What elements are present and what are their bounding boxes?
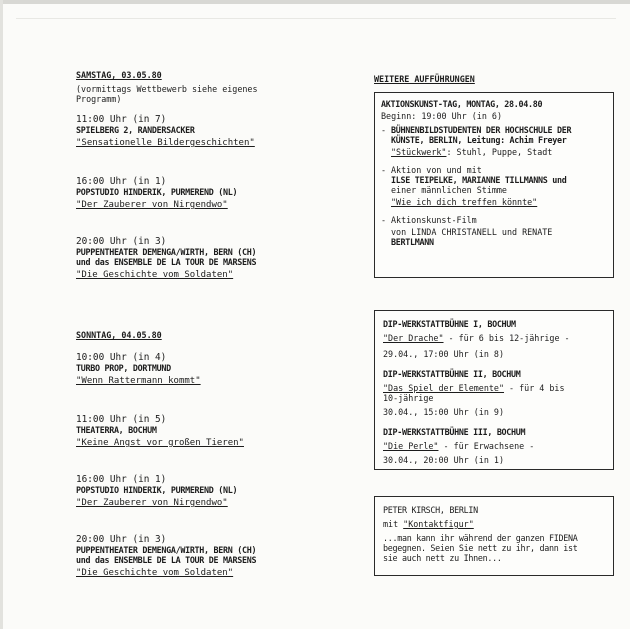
sunday-event-4: [76, 534, 256, 579]
kontaktfigur-box: [374, 496, 614, 576]
event-group: TURBO PROP, DORTMUND: [76, 363, 171, 373]
event-group: PUPPENTHEATER DEMENGA/WIRTH, BERN (CH): [76, 545, 257, 555]
item1-work: [381, 147, 571, 157]
werkstatt2-line: "Das Spiel der Elemente" - für 4 bis: [383, 383, 565, 393]
event-time: 20:00 Uhr (in 3): [76, 534, 167, 545]
werkstatt1-date: 29.04., 17:00 Uhr (in 8): [383, 349, 505, 359]
event-group: SPIELBERG 2, RANDERSACKER: [76, 125, 195, 135]
kontaktfigur-line3: sie auch nett zu Ihnen...: [383, 553, 502, 563]
saturday-event-3: [76, 236, 256, 281]
saturday-event-2: [76, 176, 237, 211]
event-group: POPSTUDIO HINDERIK, PURMEREND (NL): [76, 187, 238, 197]
item1-line2: KÜNSTE, BERLIN, Leitung: Achim Freyer: [391, 135, 567, 145]
event-title: "Der Zauberer von Nirgendwo": [76, 200, 228, 210]
kontaktfigur-head: PETER KIRSCH, BERLIN: [383, 505, 478, 515]
page-edge-left: [0, 0, 3, 629]
event-time: 10:00 Uhr (in 4): [76, 352, 167, 363]
werkstatt2-head: DIP-WERKSTATTBÜHNE II, BOCHUM: [383, 369, 521, 379]
sunday-section: [76, 330, 162, 340]
event-title: "Wenn Rattermann kommt": [76, 376, 201, 386]
event-title: "Keine Angst vor großen Tieren": [76, 438, 244, 448]
werkstatt1-head: DIP-WERKSTATTBÜHNE I, BOCHUM: [383, 319, 516, 329]
saturday-note-line2: Programm): [76, 94, 122, 104]
sunday-event-3: [76, 474, 237, 509]
werkstatt3-title: "Die Perle": [383, 441, 439, 451]
item3-line2: von LINDA CHRISTANELL und RENATE: [391, 227, 553, 237]
event-group-line2: und das ENSEMBLE DE LA TOUR DE MARSENS: [76, 555, 257, 565]
item2-line3: einer männlichen Stimme: [391, 185, 507, 195]
event-title: "Der Zauberer von Nirgendwo": [76, 498, 228, 508]
aktionskunst-box: [374, 92, 614, 278]
event-time: 16:00 Uhr (in 1): [76, 474, 167, 485]
sunday-heading: SONNTAG, 04.05.80: [76, 330, 162, 340]
item1-rest: : Stuhl, Puppe, Stadt: [446, 147, 553, 157]
right-heading: WEITERE AUFFÜHRUNGEN: [374, 74, 475, 84]
event-time: 11:00 Uhr (in 5): [76, 414, 167, 425]
kontaktfigur-title: "Kontaktfigur": [403, 519, 474, 529]
event-title: "Die Geschichte vom Soldaten": [76, 270, 234, 280]
event-title: "Sensationelle Bildergeschichten": [76, 138, 255, 148]
event-time: 11:00 Uhr (in 7): [76, 114, 167, 125]
sunday-event-1: [76, 352, 201, 387]
kontaktfigur-line1: ...man kann ihr während der ganzen FIDENA: [383, 533, 578, 543]
event-time: 16:00 Uhr (in 1): [76, 176, 167, 187]
kontaktfigur-line2: begegnen. Seien Sie nett zu ihr, dann ist: [383, 543, 578, 553]
page-edge-top: [0, 0, 630, 4]
item3-line3: BERTLMANN: [391, 237, 434, 247]
werkstatt2-line2: 10-jährige: [383, 393, 434, 403]
event-group: POPSTUDIO HINDERIK, PURMEREND (NL): [76, 485, 238, 495]
werkstatt2-title: "Das Spiel der Elemente": [383, 383, 505, 393]
sunday-event-2: [76, 414, 244, 449]
event-group: PUPPENTHEATER DEMENGA/WIRTH, BERN (CH): [76, 247, 257, 257]
event-title: "Die Geschichte vom Soldaten": [76, 568, 234, 578]
item1-line1: - BÜHNENBILDSTUDENTEN DER HOCHSCHULE DER: [381, 125, 572, 135]
fold-line: [16, 18, 616, 19]
werkstatt3-head: DIP-WERKSTATTBÜHNE III, BOCHUM: [383, 427, 526, 437]
werkstatt3-date: 30.04., 20:00 Uhr (in 1): [383, 455, 505, 465]
saturday-note-line1: (vormittags Wettbewerb siehe eigenes: [76, 84, 258, 94]
event-group: THEATERRA, BOCHUM: [76, 425, 157, 435]
event-group-line2: und das ENSEMBLE DE LA TOUR DE MARSENS: [76, 257, 257, 267]
event-time: 20:00 Uhr (in 3): [76, 236, 167, 247]
item2-line1: - Aktion von und mit: [381, 165, 482, 175]
item2-line2: ILSE TEIPELKE, MARIANNE TILLMANNS und: [391, 175, 567, 185]
saturday-section: [76, 70, 258, 104]
item2-title: "Wie ich dich treffen könnte": [391, 197, 538, 207]
werkstatt3-line: "Die Perle" - für Erwachsene -: [383, 441, 535, 451]
aktionskunst-title: AKTIONSKUNST-TAG, MONTAG, 28.04.80: [381, 99, 543, 109]
werkstatt2-date: 30.04., 15:00 Uhr (in 9): [383, 407, 505, 417]
werkstatt1-title: "Der Drache": [383, 333, 444, 343]
saturday-heading: SAMSTAG, 03.05.80: [76, 70, 162, 80]
item3-line1: - Aktionskunst-Film: [381, 215, 477, 225]
kontaktfigur-mit-line: mit "Kontaktfigur": [383, 519, 474, 529]
saturday-event-1: [76, 114, 255, 149]
werkstatt1-line: "Der Drache" - für 6 bis 12-jährige -: [383, 333, 570, 343]
item1-title: "Stückwerk": [391, 147, 447, 157]
werkstattbuehne-box: [374, 310, 614, 470]
aktionskunst-begin: Beginn: 19:00 Uhr (in 6): [381, 111, 503, 121]
